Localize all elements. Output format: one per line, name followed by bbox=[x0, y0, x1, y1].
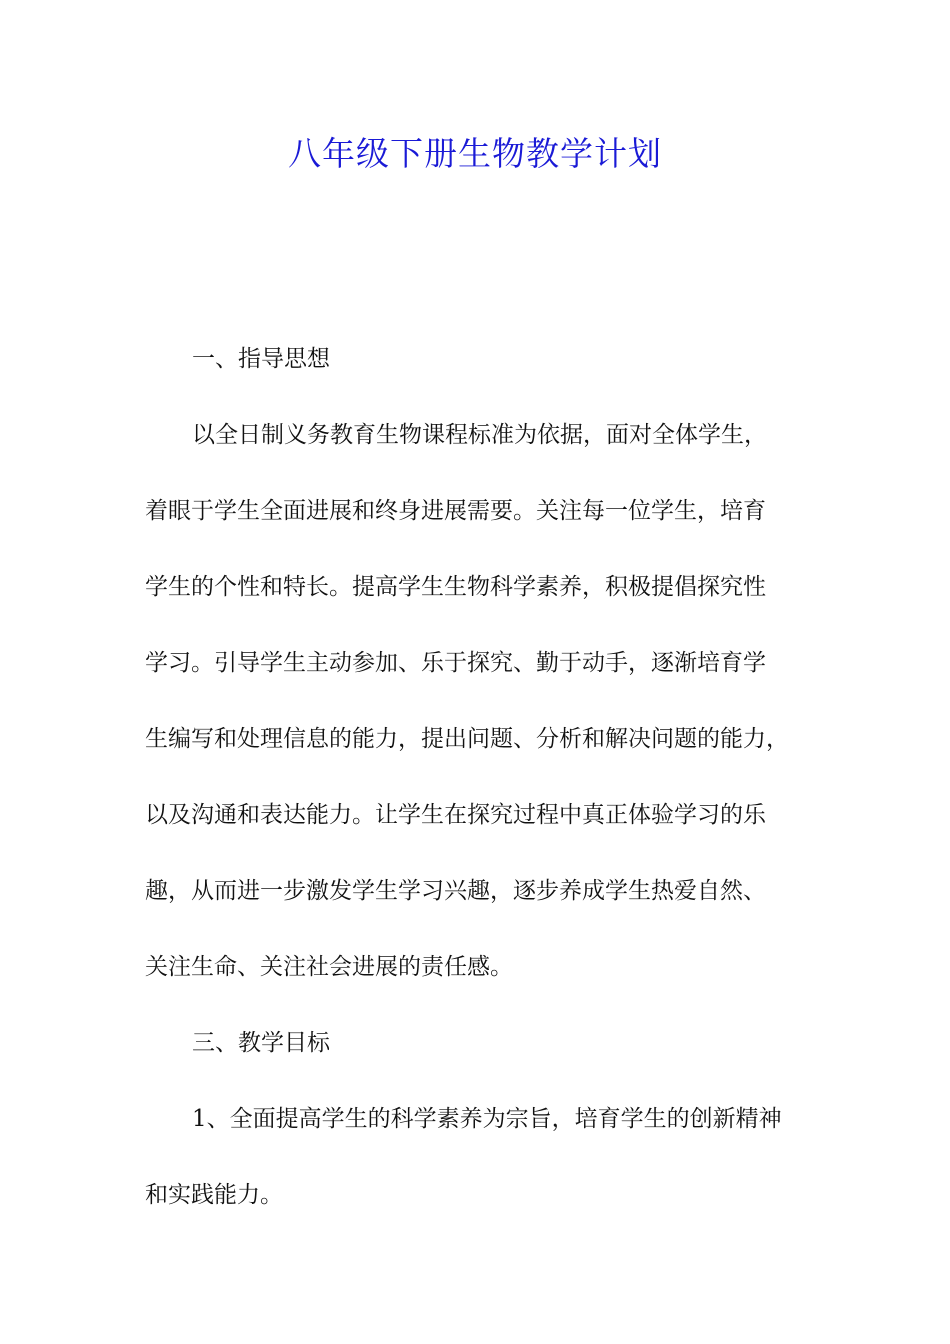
paragraph-line: 以及沟通和表达能力。让学生在探究过程中真正体验学习的乐 bbox=[145, 802, 766, 828]
paragraph-line: 着眼于学生全面进展和终身进展需要。关注每一位学生，培育 bbox=[145, 498, 766, 524]
paragraph-line: 趣，从而进一步激发学生学习兴趣，逐步养成学生热爱自然、 bbox=[145, 878, 766, 904]
paragraph-line: 1、全面提高学生的科学素养为宗旨，培育学生的创新精神 bbox=[192, 1106, 782, 1132]
document-body bbox=[145, 340, 825, 1252]
paragraph-line: 关注生命、关注社会进展的责任感。 bbox=[145, 954, 513, 980]
section-heading-teaching-goals: 三、教学目标 bbox=[192, 1030, 330, 1056]
paragraph-line: 学生的个性和特长。提高学生生物科学素养，积极提倡探究性 bbox=[145, 574, 766, 600]
document-title: 八年级下册生物教学计划 bbox=[288, 134, 662, 173]
paragraph-line: 以全日制义务教育生物课程标准为依据，面对全体学生， bbox=[192, 422, 767, 448]
paragraph-line: 和实践能力。 bbox=[145, 1182, 283, 1208]
paragraph-line: 生编写和处理信息的能力，提出问题、分析和解决问题的能力， bbox=[145, 726, 789, 752]
paragraph-guiding-ideology bbox=[145, 416, 825, 986]
paragraph-line: 学习。引导学生主动参加、乐于探究、勤于动手，逐渐培育学 bbox=[145, 650, 766, 676]
paragraph-goal-1 bbox=[145, 1100, 825, 1214]
section-heading-guiding-ideology: 一、指导思想 bbox=[192, 346, 330, 372]
